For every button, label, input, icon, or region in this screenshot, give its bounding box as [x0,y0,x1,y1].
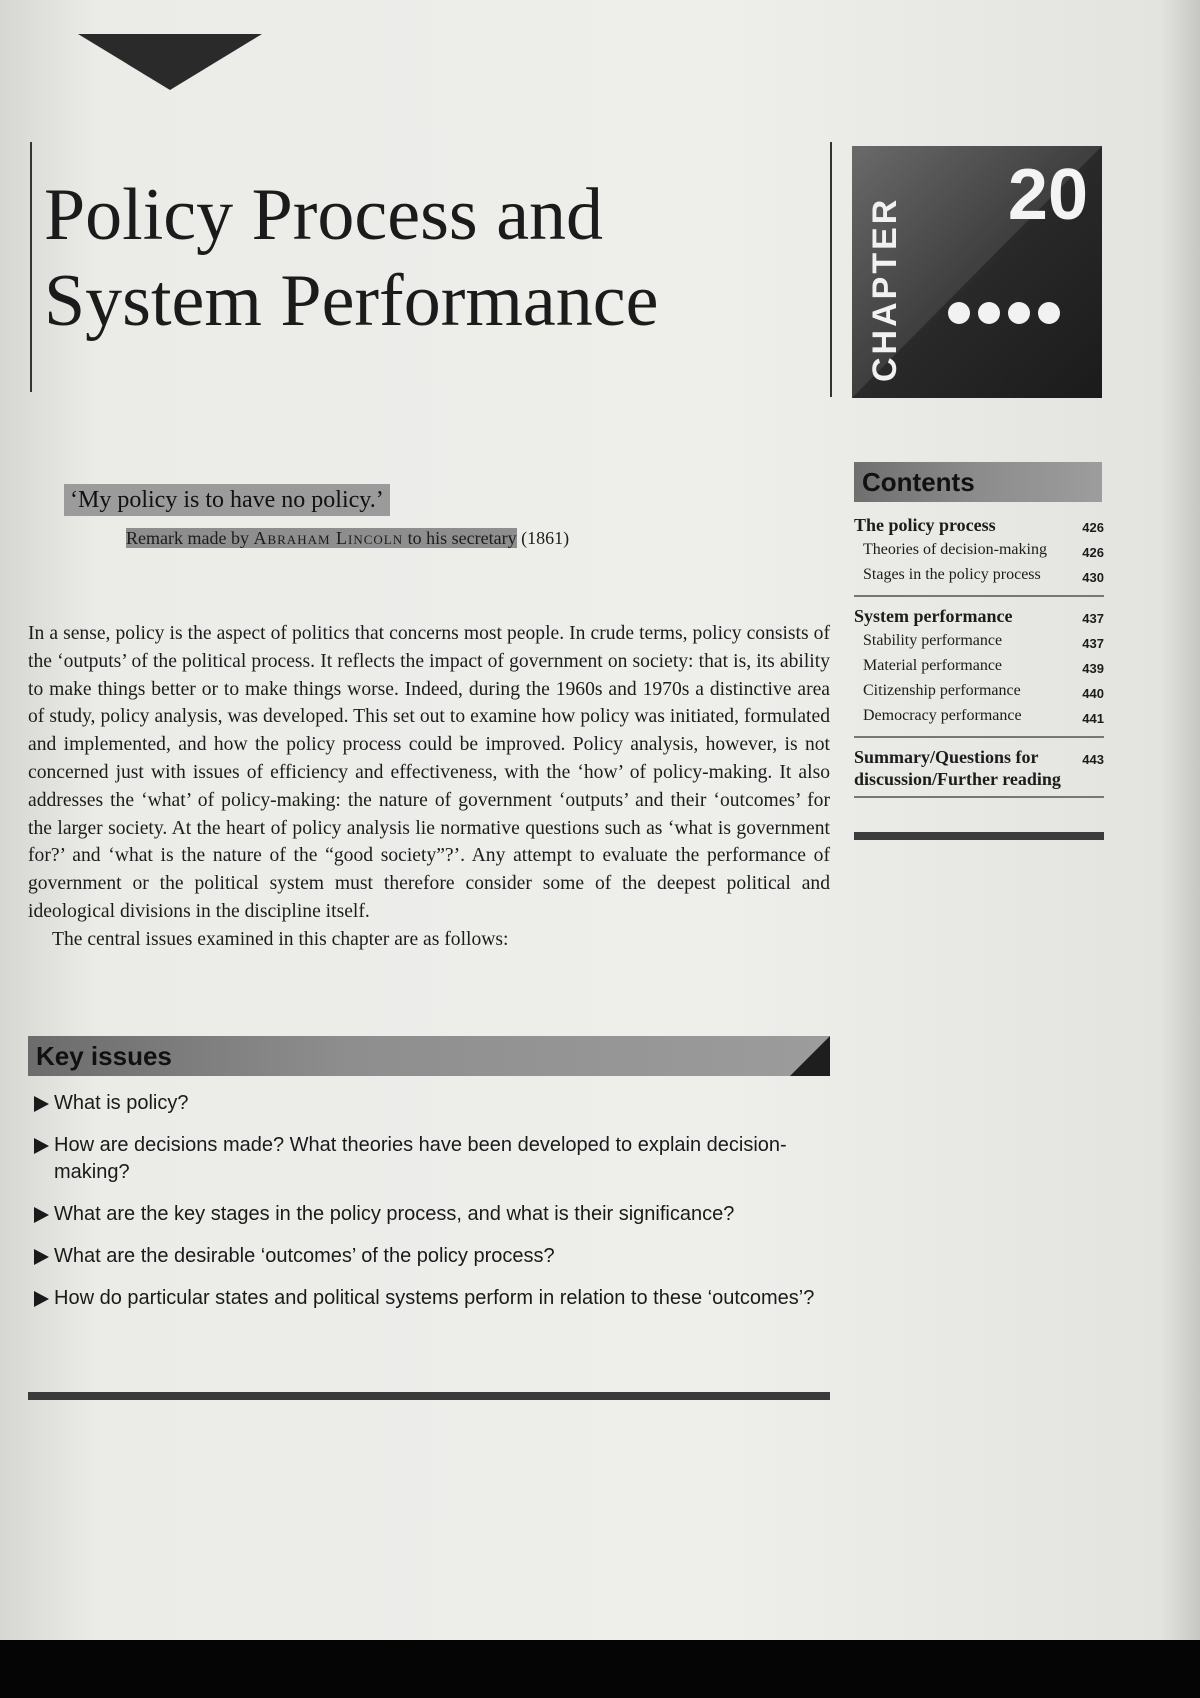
contents-entry-label: Material performance [863,657,1003,674]
contents-entry-label: Theories of decision-making [863,541,1047,558]
dot-icon [1008,302,1030,324]
epigraph [64,484,764,550]
key-issue-text: What is policy? [54,1092,189,1114]
page-gutter-shadow [1160,0,1200,1640]
dot-icon [1038,302,1060,324]
contents-entry-label: Citizenship performance [863,682,1021,699]
key-issue-text: How are decisions made? What theories have been developed to explain decision-making? [54,1134,787,1183]
contents-entry [854,746,1104,790]
chapter-title [44,172,804,344]
epigraph-author: Abraham Lincoln [253,528,404,548]
chapter-dots [948,302,1060,324]
chapter-label: CHAPTER [866,196,904,382]
triangle-marker-icon [78,34,262,90]
intro-paragraph: In a sense, policy is the aspect of politics that concerns most people. In crude terms, policy consists of the ‘outputs’ of the political process. It reflects the impact of government on society: that is, its ability to make things better or to make things worse. Indeed, during the 1960s and 1970s a distinctive area of study, policy analysis, was developed. This set out to examine how policy was initiated, formulated and implemented, and how the policy process could be improved. Policy analysis, however, is not concerned just with issues of efficiency and effectiveness, with the ‘how’ of policy-making. It also addresses the ‘what’ of policy-making: the nature of government ‘outputs’ and their ‘outcomes’ for the larger society. At the heart of policy analysis lie normative questions such as ‘what is government for?’ and ‘what is the nature of the “good society”?’. Any attempt to evaluate the performance of government or the political system must therefore consider some of the deepest political and ideological divisions in the discipline itself. [28,623,830,922]
intro-lead-in: The central issues examined in this chapter are as follows: [52,928,509,950]
corner-triangle-icon [790,1036,830,1076]
epigraph-year: (1861) [516,528,570,548]
key-issues-footer-bar [28,1392,830,1400]
contents-entry-page: 441 [1082,711,1104,726]
contents-entry [854,705,1104,730]
contents-entry [854,630,1104,655]
contents-entry-label: The policy process [854,515,996,535]
chapter-title-line1: Policy Process and [44,174,604,256]
epigraph-quote: ‘My policy is to have no policy.’ [64,484,390,516]
key-issue-item [34,1090,824,1117]
contents-list [854,514,1104,806]
contents-entry-label: Summary/Questions for discussion/Further reading [854,747,1061,789]
contents-entry-label: Democracy performance [863,707,1022,724]
title-right-rule [830,142,832,397]
contents-entry-label: Stability performance [863,632,1003,649]
epigraph-attribution [126,526,764,550]
key-issue-text: How do particular states and political systems perform in relation to these ‘outcomes’? [54,1287,815,1309]
triangle-bullet-icon [34,1096,49,1112]
contents-entry-page: 443 [1082,752,1104,767]
key-issues-heading-text: Key issues [36,1041,172,1071]
scan-bottom-edge [0,1640,1200,1698]
contents-entry-page: 437 [1082,636,1104,651]
key-issue-item [34,1201,824,1228]
dot-icon [978,302,1000,324]
contents-entry [854,564,1104,589]
contents-entry-page: 439 [1082,661,1104,676]
contents-group [854,605,1104,738]
dot-icon [948,302,970,324]
chapter-badge [852,146,1102,398]
key-issue-text: What are the desirable ‘outcomes’ of the policy process? [54,1245,555,1267]
contents-entry [854,539,1104,564]
contents-entry [854,680,1104,705]
key-issue-item [34,1243,824,1270]
triangle-bullet-icon [34,1138,49,1154]
contents-entry-label: Stages in the policy process [863,566,1041,583]
contents-entry [854,655,1104,680]
contents-entry-page: 426 [1082,545,1104,560]
contents-entry [854,514,1104,539]
contents-group [854,514,1104,597]
chapter-number: 20 [1007,155,1088,235]
contents-entry-label: System performance [854,606,1013,626]
contents-entry-page: 430 [1082,570,1104,585]
key-issues-list [34,1090,824,1327]
contents-entry-page: 437 [1082,611,1104,626]
title-left-rule [30,142,32,392]
triangle-bullet-icon [34,1249,49,1265]
contents-heading: Contents [854,462,1102,502]
contents-footer-bar [854,832,1104,840]
key-issues-heading [28,1036,830,1076]
chapter-title-line2: System Performance [44,260,659,342]
triangle-bullet-icon [34,1291,49,1307]
contents-entry [854,605,1104,630]
epigraph-attribution-prefix: Remark made by [126,528,254,548]
triangle-bullet-icon [34,1207,49,1223]
contents-entry-page: 440 [1082,686,1104,701]
contents-group [854,746,1104,798]
contents-entry-page: 426 [1082,520,1104,535]
intro-text [28,620,830,954]
key-issue-item [34,1285,824,1312]
key-issue-item [34,1132,824,1186]
epigraph-attribution-suffix: to his secretary [403,528,517,548]
key-issue-text: What are the key stages in the policy process, and what is their significance? [54,1203,735,1225]
